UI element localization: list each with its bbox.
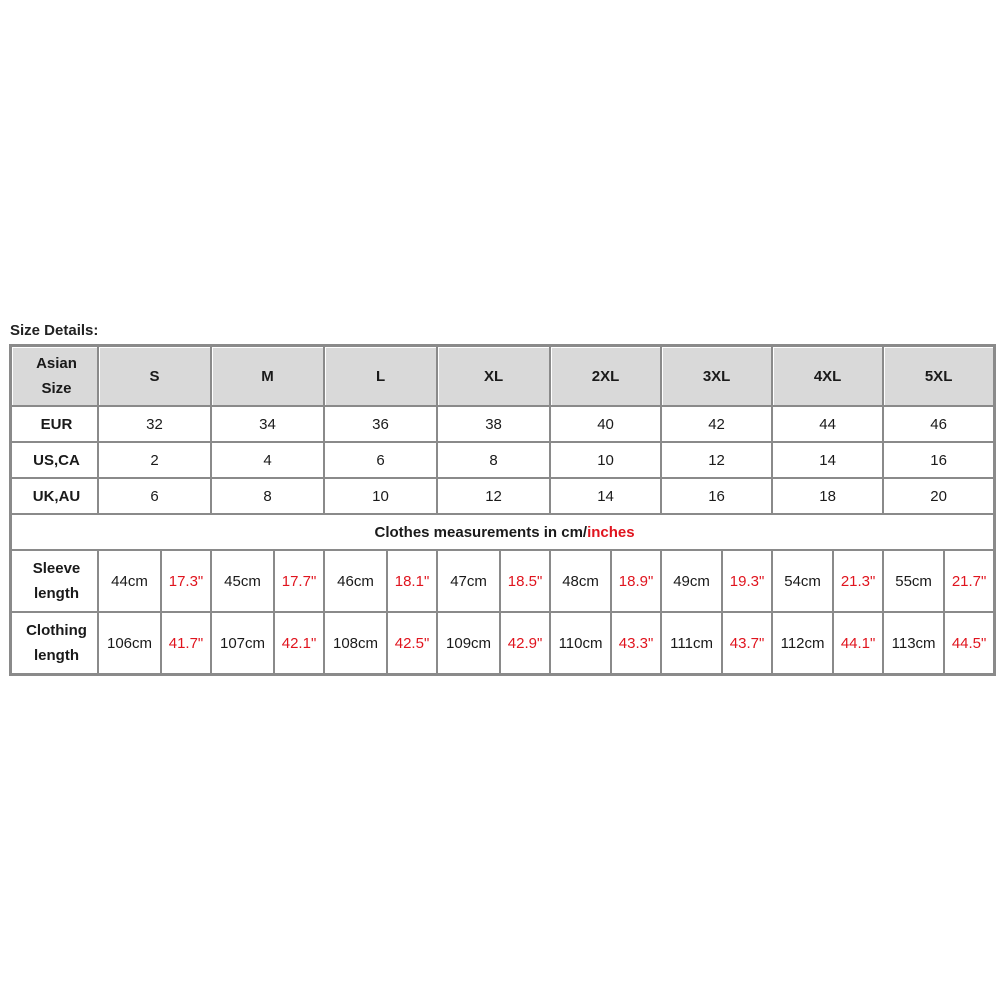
cm-cell: 110cm: [550, 612, 611, 674]
size-header-5xl: 5XL: [883, 346, 994, 406]
inch-cell: 42.1": [274, 612, 324, 674]
row-label: EUR: [11, 406, 98, 442]
table-cell: 18: [772, 478, 883, 514]
table-cell: 16: [883, 442, 994, 478]
row-label: UK,AU: [11, 478, 98, 514]
inch-cell: 44.1": [833, 612, 883, 674]
table-cell: 2: [98, 442, 211, 478]
inches-highlight: inches: [587, 523, 635, 541]
size-details-caption: Size Details:: [10, 322, 99, 339]
cm-cell: 45cm: [211, 550, 274, 612]
table-cell: 42: [661, 406, 772, 442]
table-cell: 10: [550, 442, 661, 478]
row-label: Sleeve length: [11, 550, 98, 612]
table-cell: 44: [772, 406, 883, 442]
inch-cell: 44.5": [944, 612, 994, 674]
cm-cell: 111cm: [661, 612, 722, 674]
size-header-xl: XL: [437, 346, 550, 406]
inch-cell: 17.7": [274, 550, 324, 612]
table-cell: 16: [661, 478, 772, 514]
size-header-m: M: [211, 346, 324, 406]
measurements-title: Clothes measurements in cm/inches: [11, 514, 994, 550]
conversion-row-uk-au: [11, 478, 994, 514]
table-cell: 38: [437, 406, 550, 442]
cm-cell: 44cm: [98, 550, 161, 612]
table-cell: 34: [211, 406, 324, 442]
table-cell: 10: [324, 478, 437, 514]
inch-cell: 18.9": [611, 550, 661, 612]
table-cell: 14: [550, 478, 661, 514]
table-cell: 36: [324, 406, 437, 442]
inch-cell: 42.5": [387, 612, 437, 674]
table-cell: 20: [883, 478, 994, 514]
size-header-2xl: 2XL: [550, 346, 661, 406]
table-cell: 8: [437, 442, 550, 478]
cm-cell: 49cm: [661, 550, 722, 612]
size-header-4xl: 4XL: [772, 346, 883, 406]
inch-cell: 43.7": [722, 612, 772, 674]
conversion-row-eur: [11, 406, 994, 442]
table-cell: 46: [883, 406, 994, 442]
size-header-3xl: 3XL: [661, 346, 772, 406]
cm-cell: 112cm: [772, 612, 833, 674]
cm-cell: 108cm: [324, 612, 387, 674]
inch-cell: 43.3": [611, 612, 661, 674]
size-header-l: L: [324, 346, 437, 406]
cm-cell: 46cm: [324, 550, 387, 612]
table-cell: 4: [211, 442, 324, 478]
inch-cell: 41.7": [161, 612, 211, 674]
table-cell: 12: [661, 442, 772, 478]
cm-cell: 47cm: [437, 550, 500, 612]
row-label: US,CA: [11, 442, 98, 478]
cm-cell: 113cm: [883, 612, 944, 674]
cm-cell: 48cm: [550, 550, 611, 612]
table-cell: 14: [772, 442, 883, 478]
cm-cell: 107cm: [211, 612, 274, 674]
conversion-row-us-ca: [11, 442, 994, 478]
cm-cell: 55cm: [883, 550, 944, 612]
measurements-title-row: [11, 514, 994, 550]
size-chart-table: [9, 344, 996, 676]
inch-cell: 18.5": [500, 550, 550, 612]
inch-cell: 18.1": [387, 550, 437, 612]
cm-cell: 54cm: [772, 550, 833, 612]
inch-cell: 21.7": [944, 550, 994, 612]
inch-cell: 19.3": [722, 550, 772, 612]
table-cell: 8: [211, 478, 324, 514]
asian-size-label: Asian Size: [11, 346, 98, 406]
table-cell: 40: [550, 406, 661, 442]
inch-cell: 21.3": [833, 550, 883, 612]
inch-cell: 42.9": [500, 612, 550, 674]
measurement-row-clothing-length: [11, 612, 994, 674]
row-label: Clothing length: [11, 612, 98, 674]
table-cell: 6: [324, 442, 437, 478]
table-cell: 6: [98, 478, 211, 514]
cm-cell: 109cm: [437, 612, 500, 674]
size-header-s: S: [98, 346, 211, 406]
table-cell: 32: [98, 406, 211, 442]
inch-cell: 17.3": [161, 550, 211, 612]
header-row: [11, 346, 994, 406]
table-cell: 12: [437, 478, 550, 514]
measurement-row-sleeve-length: [11, 550, 994, 612]
cm-cell: 106cm: [98, 612, 161, 674]
